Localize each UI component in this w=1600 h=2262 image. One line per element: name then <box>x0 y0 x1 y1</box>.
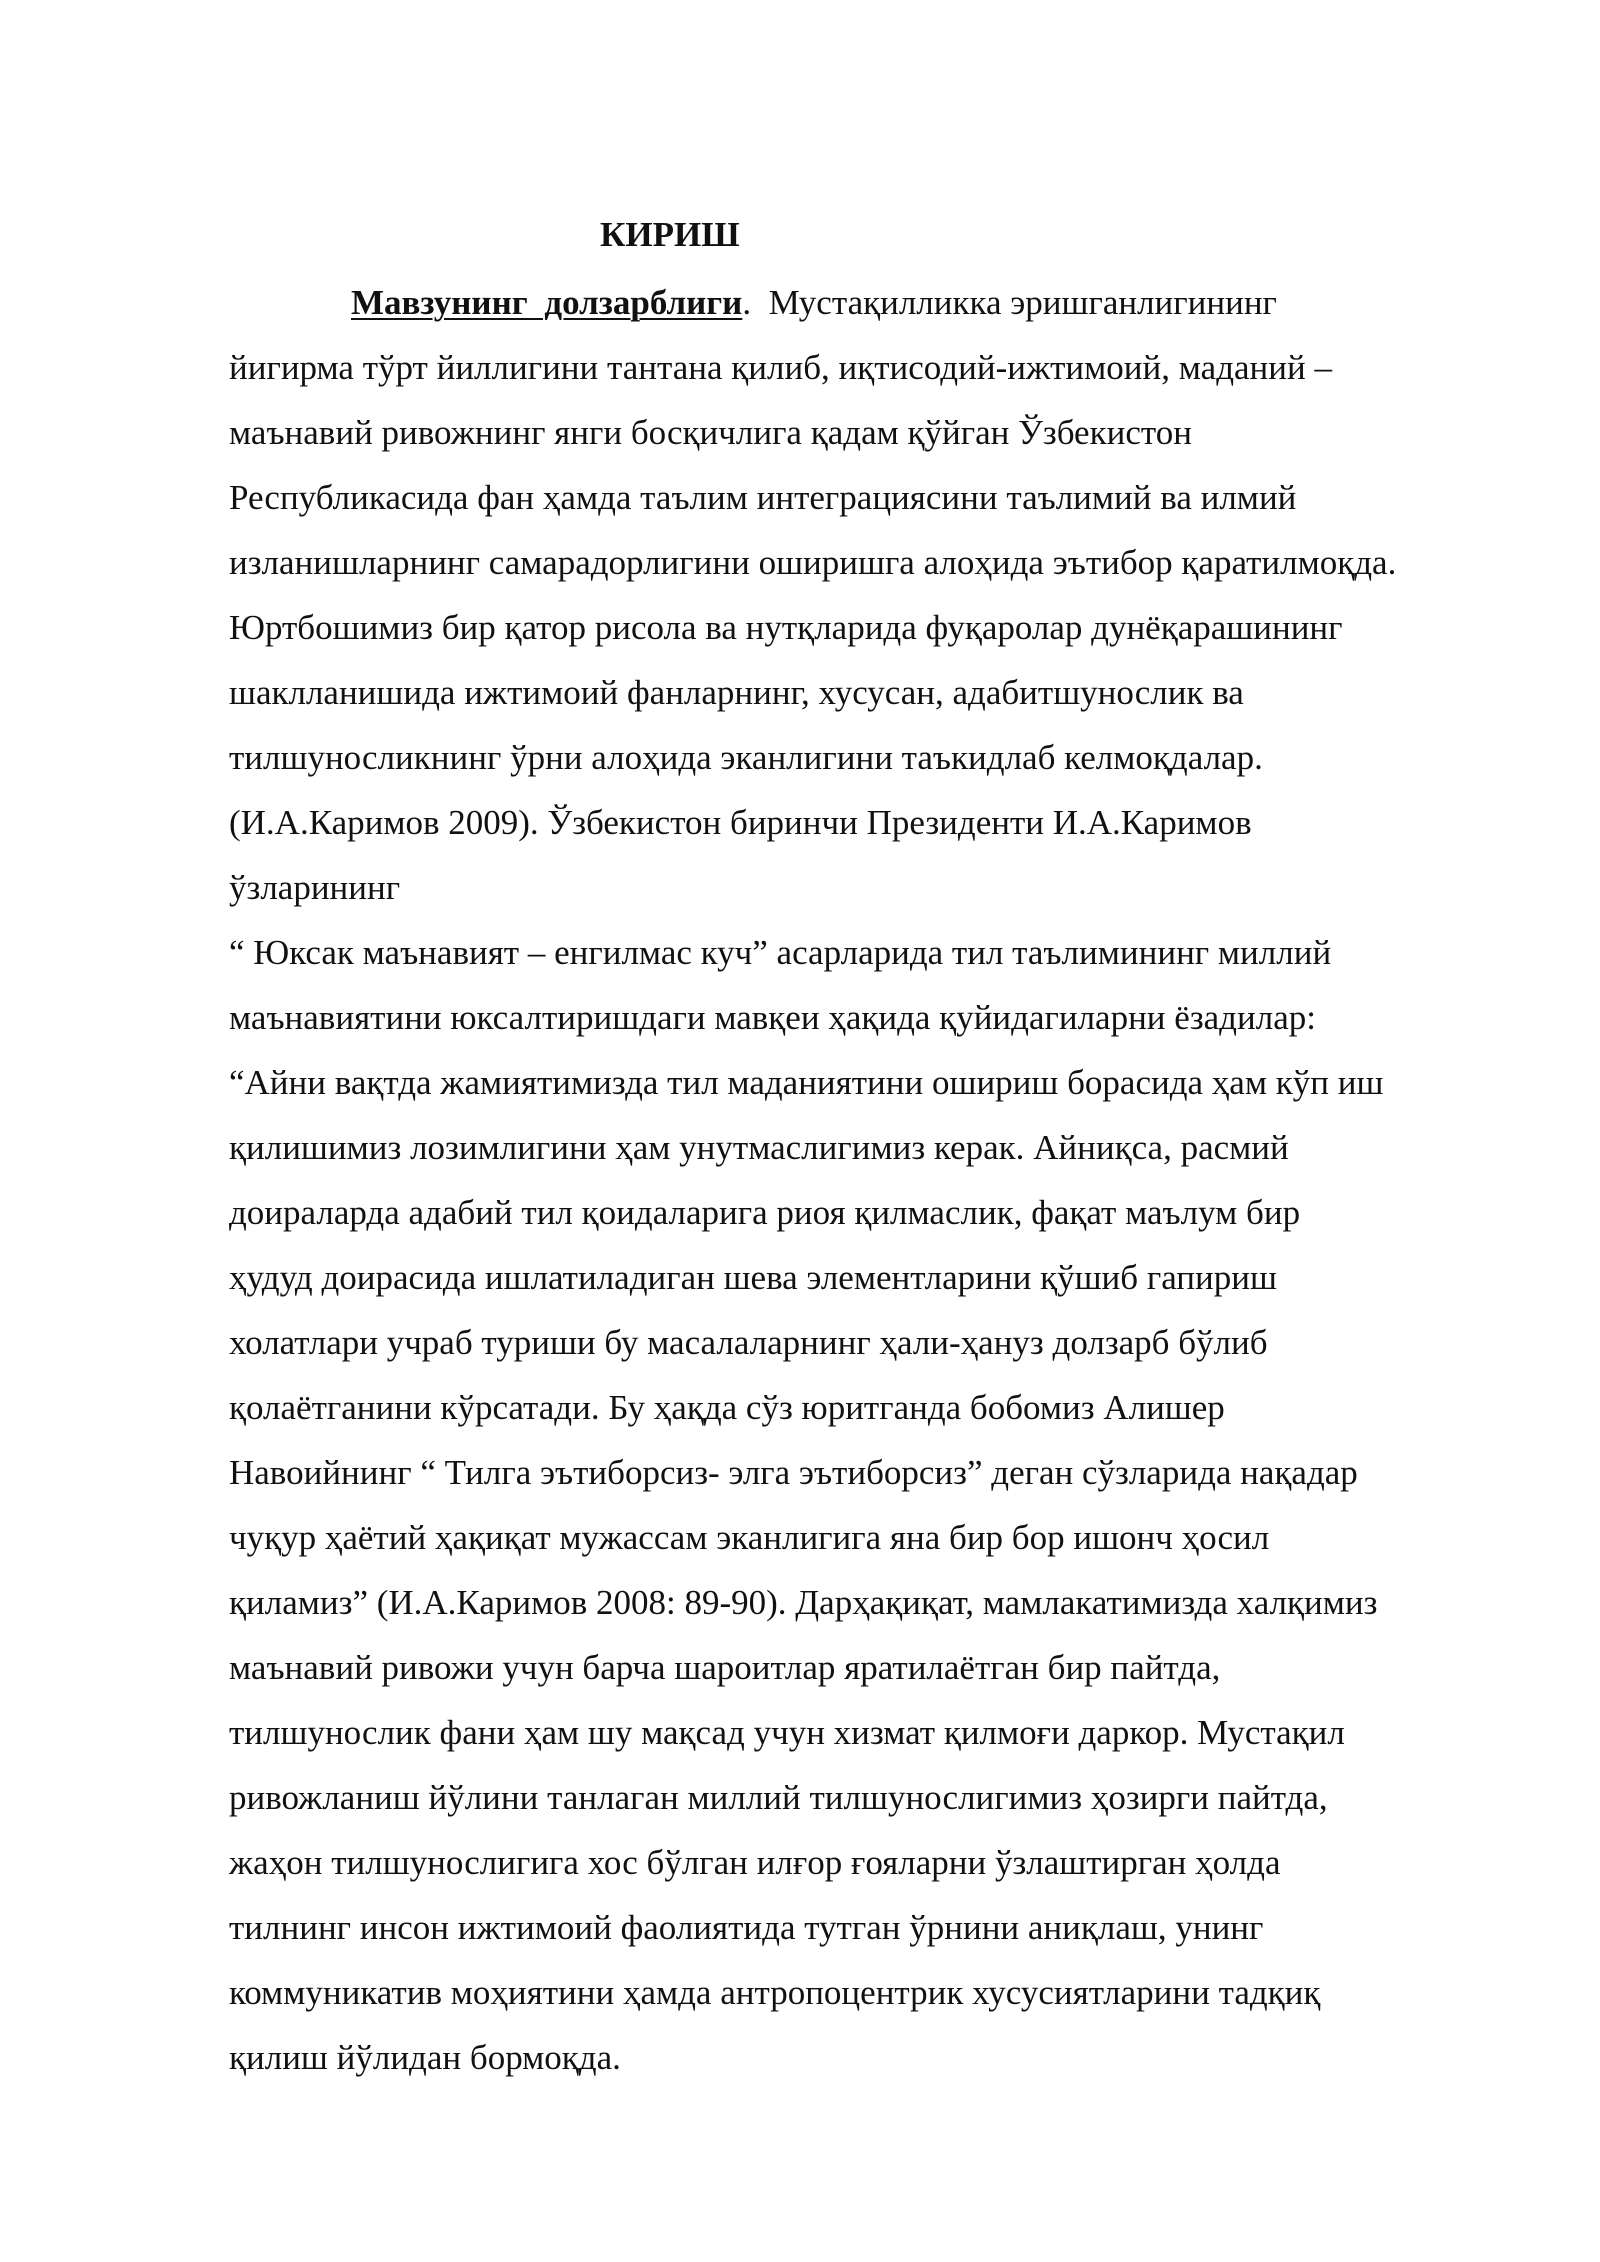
text-line: Навоийнинг “ Тилга эътиборсиз- элга эътиборсиз” деган сўзларида нақадар <box>229 1453 1358 1492</box>
text-line: ўзларининг <box>229 868 401 907</box>
body-paragraph <box>229 270 1549 2090</box>
text-line: қилишимиз лозимлигини ҳам унутмаслигимиз керак. Айниқса, расмий <box>229 1128 1289 1167</box>
text-line: қиламиз” (И.А.Каримов 2008: 89-90). Дарҳақиқат, мамлакатимизда халқимиз <box>229 1583 1378 1622</box>
text-line: доираларда адабий тил қоидаларига риоя қилмаслик, фақат маълум бир <box>229 1193 1301 1232</box>
text-line: йигирма тўрт йиллигини тантана қилиб, иқтисодий-ижтимоий, маданий – <box>229 348 1332 387</box>
text-line: изланишларнинг самарадорлигини оширишга алоҳида эътибор қаратилмоқда. <box>229 543 1397 582</box>
text-line: чуқур ҳаётий ҳақиқат мужассам эканлигига яна бир бор ишонч ҳосил <box>229 1518 1270 1557</box>
page-heading: КИРИШ <box>600 215 740 254</box>
text-line: ҳудуд доирасида ишлатиладиган шева элементларини қўшиб гапириш <box>229 1258 1277 1297</box>
text-line: жаҳон тилшунослигига хос бўлган илғор ғояларни ўзлаштирган ҳолда <box>229 1843 1281 1882</box>
text-line: тилшунослик фани ҳам шу мақсад учун хизмат қилмоғи даркор. Мустақил <box>229 1713 1345 1752</box>
first-line-text: Мустақилликка эришганлигининг <box>751 283 1277 322</box>
text-line: “Айни вақтда жамиятимизда тил маданиятини ошириш борасида ҳам кўп иш <box>229 1063 1384 1102</box>
text-line: ривожланиш йўлини танлаган миллий тилшунослигимиз ҳозирги пайтда, <box>229 1778 1328 1817</box>
text-line: холатлари учраб туриши бу масалаларнинг ҳали-ҳануз долзарб бўлиб <box>229 1323 1268 1362</box>
text-line: маънавиятини юксалтиришдаги мавқеи ҳақида қуйидагиларни ёзадилар: <box>229 998 1316 1037</box>
text-line: қилиш йўлидан бормоқда. <box>229 2038 621 2077</box>
text-line: шаклланишида ижтимоий фанларнинг, хусусан, адабитшунослик ва <box>229 673 1244 712</box>
section-subtitle: Мавзунинг долзарблиги <box>351 283 743 322</box>
text-line: тилшуносликнинг ўрни алоҳида эканлигини таъкидлаб келмоқдалар. <box>229 738 1263 777</box>
text-line: маънавий ривожнинг янги босқичлига қадам қўйган Ўзбекистон <box>229 413 1192 452</box>
text-line: “ Юксак маънавият – енгилмас куч” асарларида тил таълимининг миллий <box>229 933 1332 972</box>
text-line <box>229 270 1549 335</box>
subtitle-punctuation: . <box>742 283 752 322</box>
text-line: Республикасида фан ҳамда таълим интеграциясини таълимий ва илмий <box>229 478 1297 517</box>
text-line: коммуникатив моҳиятини ҳамда антропоцентрик хусусиятларини тадқиқ <box>229 1973 1321 2012</box>
text-line: Юртбошимиз бир қатор рисола ва нутқларида фуқаролар дунёқарашининг <box>229 608 1343 647</box>
text-line: (И.А.Каримов 2009). Ўзбекистон биринчи Президенти И.А.Каримов <box>229 803 1252 842</box>
text-line: қолаётганини кўрсатади. Бу ҳақда сўз юритганда бобомиз Алишер <box>229 1388 1225 1427</box>
text-line: маънавий ривожи учун барча шароитлар яратилаётган бир пайтда, <box>229 1648 1221 1687</box>
text-line: тилнинг инсон ижтимоий фаолиятида тутган ўрнини аниқлаш, унинг <box>229 1908 1264 1947</box>
